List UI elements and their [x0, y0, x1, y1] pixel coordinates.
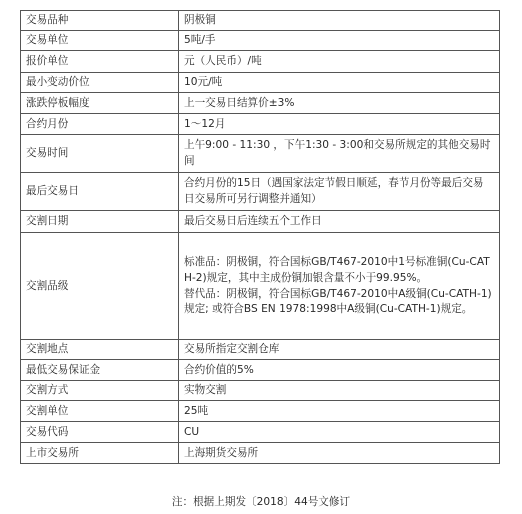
row-value: [179, 233, 500, 340]
row-label: 上市交易所: [21, 443, 179, 464]
row-value: [179, 443, 500, 464]
row-label: 交割地点: [21, 340, 179, 360]
row-value: [179, 114, 500, 135]
row-value-paragraph: CU: [184, 425, 200, 438]
row-label: 交割日期: [21, 211, 179, 233]
row-value-paragraph: 合约价值的5%: [184, 363, 254, 376]
row-value: [179, 135, 500, 173]
row-label: 交易品种: [21, 11, 179, 31]
table-row: [21, 114, 500, 135]
row-value-paragraph: 上一交易日结算价±3%: [184, 96, 295, 109]
row-label: 交易单位: [21, 31, 179, 51]
table-row: [21, 73, 500, 93]
row-value: [179, 173, 500, 211]
table-row: [21, 11, 500, 31]
table-row: [21, 31, 500, 51]
row-value-paragraph: 标准品：阴极铜，符合国标GB/T467-2010中1号标准铜(Cu-CATH-2)规定，其中主成份铜加银含量不小于99.95%。: [184, 256, 490, 284]
row-label: 最低交易保证金: [21, 360, 179, 381]
revision-note: 注：根据上期发〔2018〕44号文修订: [171, 496, 351, 508]
row-value: [179, 401, 500, 422]
table-row: [21, 422, 500, 443]
table-row: [21, 381, 500, 401]
contract-spec-table: [20, 10, 500, 464]
row-value: [179, 211, 500, 233]
row-label: 交易时间: [21, 135, 179, 173]
row-value: [179, 51, 500, 73]
row-value: [179, 93, 500, 114]
row-label: 交割品级: [21, 233, 179, 340]
row-value-paragraph: 上午9:00 - 11:30 ，下午1:30 - 3:00和交易所规定的其他交易时间: [184, 139, 491, 167]
table-row: [21, 173, 500, 211]
row-value-paragraph: 5吨/手: [184, 34, 216, 47]
row-value: [179, 422, 500, 443]
row-value-paragraph: 25吨: [184, 404, 209, 417]
row-value: [179, 360, 500, 381]
row-label: 涨跌停板幅度: [21, 93, 179, 114]
table-row: [21, 93, 500, 114]
row-label: 合约月份: [21, 114, 179, 135]
row-label: 最后交易日: [21, 173, 179, 211]
table-row: [21, 211, 500, 233]
row-value: [179, 31, 500, 51]
row-value-paragraph: 1～12月: [184, 117, 226, 130]
row-value-paragraph: 实物交割: [184, 384, 227, 397]
row-label: 报价单位: [21, 51, 179, 73]
table-row: [21, 135, 500, 173]
row-value-paragraph: 上海期货交易所: [184, 446, 259, 459]
table-row: [21, 360, 500, 381]
row-value-paragraph: 元（人民币）/吨: [184, 55, 262, 68]
row-value-paragraph: 合约月份的15日（遇国家法定节假日顺延，春节月份等最后交易日交易所可另行调整并通知）: [184, 177, 484, 205]
row-value: [179, 11, 500, 31]
row-label: 交割方式: [21, 381, 179, 401]
row-value: [179, 73, 500, 93]
table-row: [21, 233, 500, 340]
row-label: 交割单位: [21, 401, 179, 422]
row-value: [179, 381, 500, 401]
row-value: [179, 340, 500, 360]
table-row: [21, 443, 500, 464]
row-label: 交易代码: [21, 422, 179, 443]
row-value-paragraph: 最后交易日后连续五个工作日: [184, 215, 322, 228]
spec-table-body: [21, 11, 500, 464]
table-row: [21, 51, 500, 73]
table-row: [21, 340, 500, 360]
row-label: 最小变动价位: [21, 73, 179, 93]
row-value-paragraph: 阴极铜: [184, 14, 216, 27]
row-value-paragraph: 10元/吨: [184, 76, 223, 89]
row-value-paragraph: 交易所指定交割仓库: [184, 343, 280, 356]
table-row: [21, 401, 500, 422]
row-value-paragraph: 替代品：阴极铜，符合国标GB/T467-2010中A级铜(Cu-CATH-1)规定; 或符合BS EN 1978:1998中A级铜(Cu-CATH-1)规定。: [184, 287, 492, 316]
